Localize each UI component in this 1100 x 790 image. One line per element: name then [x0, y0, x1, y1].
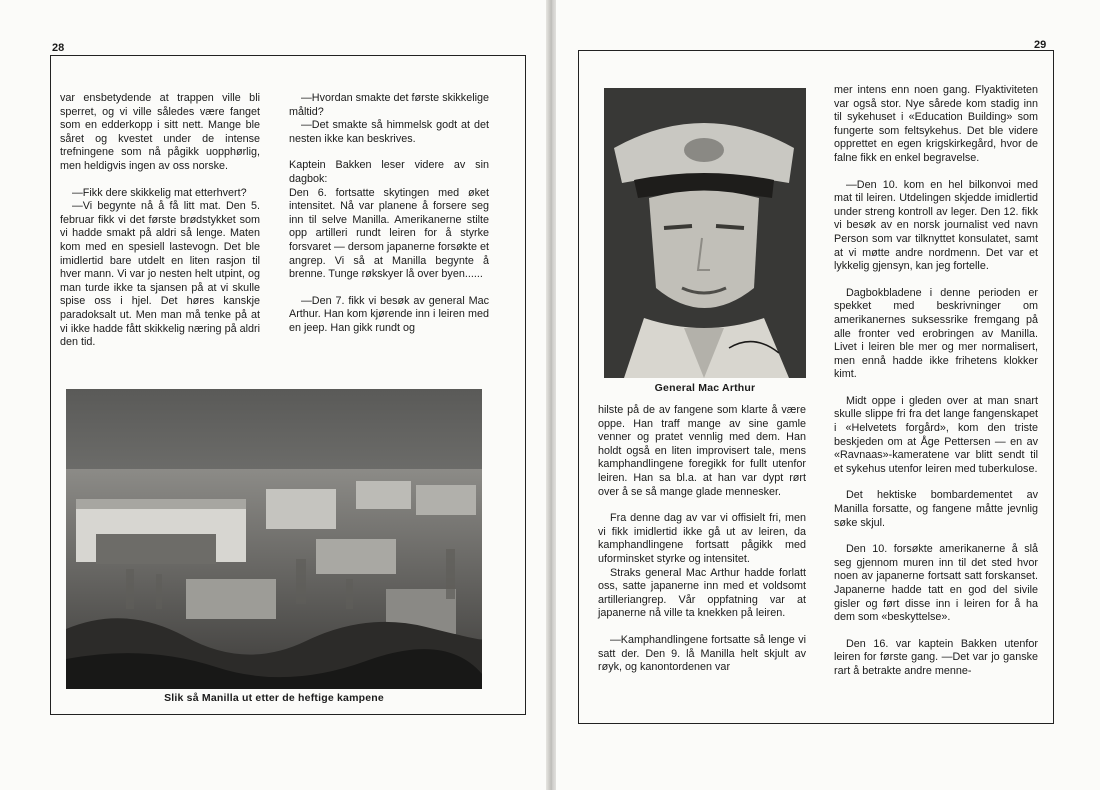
paragraph: —Hvordan smakte det første skikkelige måltid? [289, 92, 489, 118]
photo-caption: General Mac Arthur [654, 382, 756, 394]
paragraph: Fra denne dag av var vi offisielt fri, men vi fikk imidlertid ikke gå ut av leiren, da kamphandlingene fortsatt pågikk med uforminsket styrke og intensitet. [598, 512, 806, 565]
paragraph: —Den 10. kom en hel bilkonvoi med mat til leiren. Utdelingen skjedde imidlertid under streng kontroll av leger. Den 12. fikk vi besøk av en norsk journalist ved navn Person som var tilknyttet konsulatet, samt at vi møtte andre nordmenn. Det var et lykkelig gjensyn, kan jeg fortelle. [834, 178, 1038, 273]
paragraph: Den 10. forsøkte amerikanerne å slå seg gjennom muren inn til det sted hvor noen av japanerne fortsatt satt forskanset. Japanerne hadde tatt en god del sivile gisler og ført disse inn i leiren for å ha dem som «beskyttelse». [834, 543, 1038, 624]
page-number: 28 [52, 42, 65, 54]
text-column-1 [598, 404, 806, 688]
paragraph: Midt oppe i gleden over at man snart skulle slippe fri fra det lange fangenskapet i «Helvetets forgård», kom den triste beskjeden om at Åge Pettersen — en av «Ravnaas»-kameratene var blitt sendt til et sykehus utenfor leiren med tuberkulose. [834, 394, 1038, 475]
paragraph: Den 6. fortsatte skytingen med øket intensitet. Nå var planene å forsere seg inn til selve Manilla. Amerikanerne stilte opp artilleri rundt leiren for å styrke forsvaret — dersom japanerne forsøkte et angrep. Vi så at Manilla begynte å brenne. Tunge røkskyer lå over byen...... [289, 186, 489, 281]
paragraph: mer intens enn noen gang. Flyaktiviteten var også stor. Nye sårede kom stadig inn til sykehuset i «Education Building» som fungerte som feltsykehus. Det ble videre opprettet en egen krigskirkegård, hvor de falne fikk en enkel begravelse. [834, 84, 1038, 164]
general-macarthur-portrait [604, 88, 806, 378]
paragraph: Den 16. var kaptein Bakken utenfor leiren for første gang. —Det var jo ganske rart å betrakte andre menne- [834, 637, 1038, 677]
paragraph: var ensbetydende at trappen ville bli sperret, og vi ville således være fanget som en edderkopp i sitt nett. Mange ble såret og kvestet under de intense trefningene som nå pågikk uopphørlig, men heldigvis ingen av oss norske. [60, 92, 260, 172]
paragraph: Kaptein Bakken leser videre av sin dagbok: [289, 159, 489, 185]
paragraph: —Kamphandlingene fortsatte så lenge vi satt der. Den 9. lå Manilla helt skjult av røyk, og kanontordenen var [598, 633, 806, 674]
right-page [556, 0, 1100, 790]
photo-caption: Slik så Manilla ut etter de heftige kampene [164, 692, 384, 704]
paragraph: —Det smakte så himmelsk godt at det nesten ikke kan beskrives. [289, 119, 489, 145]
paragraph: Dagbokbladene i denne perioden er spekket med beskrivninger om amerikanernes suksessrike fremgang på alle fronter ved erobringen av Manilla. Livet i leiren ble mer og mer normalisert, men ennå hadde ikke frihetens klokker kimt. [834, 286, 1038, 381]
paragraph: Det hektiske bombardementet av Manilla forsatte, og fangene måtte jevnlig søke skjul. [834, 489, 1038, 529]
paragraph: hilste på de av fangene som klarte å være oppe. Han traff mange av sine gamle venner og pratet vennlig med dem. Han holdt også en liten improvisert tale, mens kamphandlingene foregikk for fullt utenfor leiren. Han sa bl.a. at han var dypt rørt over å se så mange glade mennesker. [598, 404, 806, 498]
manila-ruins-photo [66, 389, 482, 689]
paragraph: —Fikk dere skikkelig mat etterhvert? [72, 186, 247, 199]
paragraph: —Vi begynte nå å få litt mat. Den 5. februar fikk vi det første brødstykket som vi hadde smakt på aldri så lenge. Maten kom med en spesiell lastevogn. Det ble imidlertid bare utdelt en liten rasjon til hver mann. Vi var jo nesten helt utpint, og man turde ikke ta sjansen på at vi skulle spise oss i hjel. Det høres kanskje paradoksalt ut. Men man må tenke på at vi ikke hadde fått skikkelig næring på aldri den tid. [60, 200, 260, 349]
text-column-1 [60, 92, 260, 363]
paragraph: Straks general Mac Arthur hadde forlatt oss, satte japanerne inn med et voldsomt artilleriangrep. Vår oppfatning var at japanerne nå ville ta knekken på leiren. [598, 566, 806, 620]
text-column-2 [834, 84, 1038, 692]
left-page [0, 0, 548, 790]
text-column-2 [289, 92, 489, 349]
paragraph: —Den 7. fikk vi besøk av general Mac Arthur. Han kom kjørende inn i leiren med en jeep. Han gikk rundt og [289, 294, 489, 334]
page-number: 29 [1034, 39, 1047, 51]
